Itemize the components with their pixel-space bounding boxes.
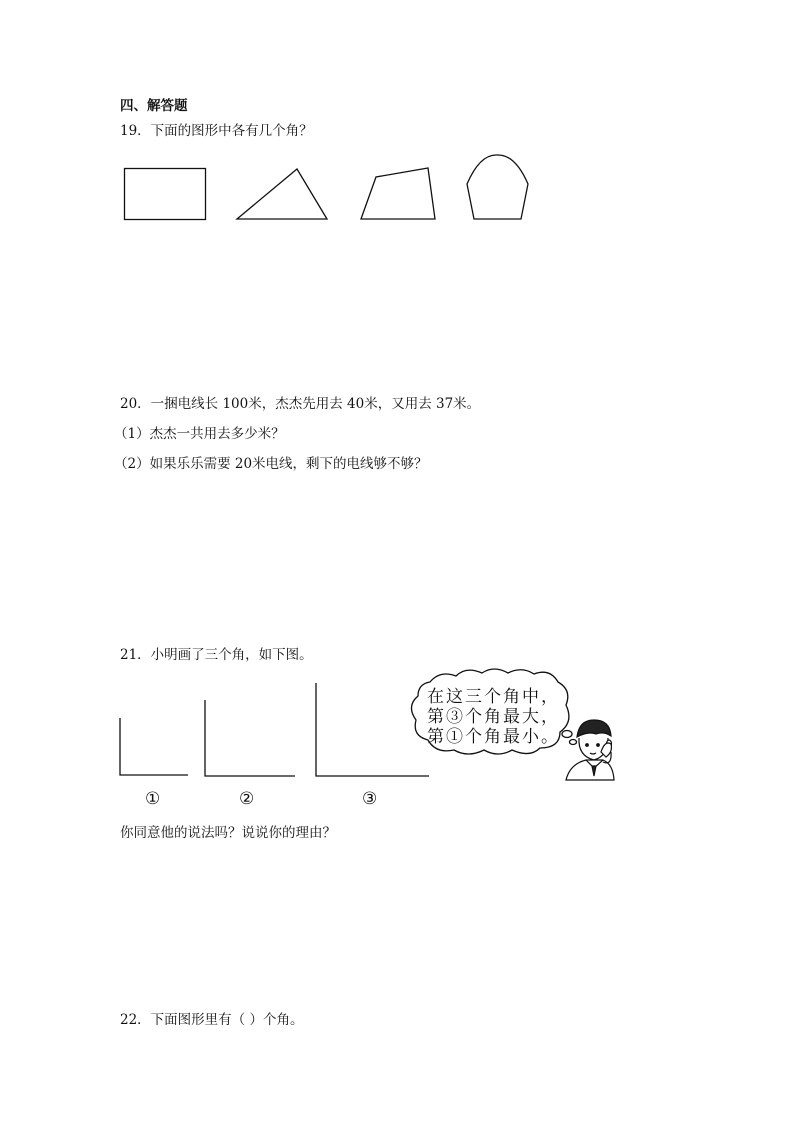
angle-1-icon	[120, 718, 188, 775]
bubble-line-2: 第③个角最大，	[427, 707, 560, 727]
bubble-line-3: 第①个角最小。	[427, 727, 560, 747]
question-20-text: 20．一捆电线长 100米，杰杰先用去 40米，又用去 37米。	[120, 396, 481, 412]
angle-2-icon	[205, 700, 295, 776]
angle-3-icon	[316, 683, 429, 776]
angle-label-1: ①	[145, 789, 161, 809]
bubble-line-1: 在这三个角中，	[427, 687, 560, 707]
question-21-prompt: 你同意他的说法吗？说说你的理由？	[120, 825, 336, 841]
boy-thinking-icon	[566, 720, 614, 780]
question-20-part-2: （2）如果乐乐需要 20米电线，剩下的电线够不够？	[114, 456, 428, 472]
angle-label-3: ③	[362, 789, 378, 809]
question-22-text: 22．下面图形里有（ ）个角。	[120, 1012, 304, 1028]
question-20-part-1: （1）杰杰一共用去多少米？	[114, 426, 285, 442]
angle-label-2: ②	[239, 789, 255, 809]
question-21-text: 21．小明画了三个角，如下图。	[120, 647, 313, 663]
question-19-text: 19．下面的图形中各有几个角？	[120, 123, 313, 139]
section-heading: 四、解答题	[120, 98, 188, 114]
